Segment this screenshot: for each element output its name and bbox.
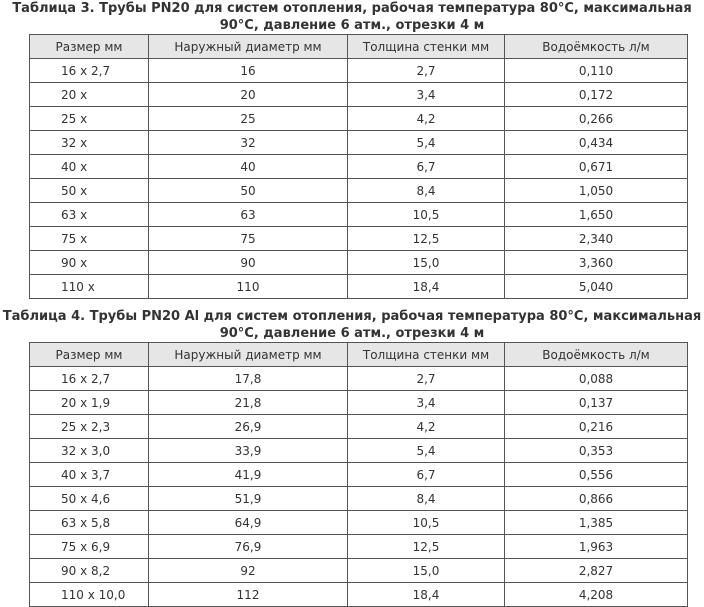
cell-outer-diameter: 16: [149, 59, 348, 83]
cell-outer-diameter: 90: [149, 251, 348, 275]
table-row: [30, 107, 688, 131]
column-header-wall-thickness: Толщина стенки мм: [348, 343, 505, 367]
cell-water-capacity: 0,172: [505, 83, 688, 107]
table-row: [30, 583, 688, 607]
cell-wall-thickness: 10,5: [348, 511, 505, 535]
table-4-section: [0, 308, 704, 607]
table-row: [30, 251, 688, 275]
cell-outer-diameter: 20: [149, 83, 348, 107]
cell-wall-thickness: 15,0: [348, 251, 505, 275]
table-row: [30, 391, 688, 415]
cell-wall-thickness: 2,7: [348, 59, 505, 83]
cell-size: 16 х 2,7: [30, 59, 149, 83]
cell-size: 25 х: [30, 107, 149, 131]
cell-wall-thickness: 12,5: [348, 227, 505, 251]
cell-wall-thickness: 18,4: [348, 275, 505, 299]
cell-water-capacity: 1,050: [505, 179, 688, 203]
column-header-outer-diameter: Наружный диаметр мм: [149, 343, 348, 367]
cell-size: 75 х: [30, 227, 149, 251]
cell-water-capacity: 0,088: [505, 367, 688, 391]
cell-water-capacity: 0,556: [505, 463, 688, 487]
cell-size: 32 х 3,0: [30, 439, 149, 463]
cell-size: 63 х: [30, 203, 149, 227]
cell-wall-thickness: 4,2: [348, 107, 505, 131]
cell-water-capacity: 1,385: [505, 511, 688, 535]
cell-outer-diameter: 110: [149, 275, 348, 299]
table-row: [30, 367, 688, 391]
cell-water-capacity: 1,650: [505, 203, 688, 227]
cell-wall-thickness: 3,4: [348, 391, 505, 415]
cell-water-capacity: 2,340: [505, 227, 688, 251]
cell-wall-thickness: 6,7: [348, 155, 505, 179]
cell-outer-diameter: 63: [149, 203, 348, 227]
cell-water-capacity: 0,353: [505, 439, 688, 463]
table-row: [30, 131, 688, 155]
column-header-outer-diameter: Наружный диаметр мм: [149, 35, 348, 59]
table-4: [29, 342, 688, 607]
table-header-row: [30, 343, 688, 367]
cell-size: 75 х 6,9: [30, 535, 149, 559]
cell-water-capacity: 2,827: [505, 559, 688, 583]
cell-water-capacity: 0,216: [505, 415, 688, 439]
cell-wall-thickness: 15,0: [348, 559, 505, 583]
cell-size: 90 х 8,2: [30, 559, 149, 583]
cell-wall-thickness: 5,4: [348, 439, 505, 463]
table-row: [30, 439, 688, 463]
cell-size: 90 х: [30, 251, 149, 275]
cell-size: 20 х 1,9: [30, 391, 149, 415]
cell-size: 32 х: [30, 131, 149, 155]
cell-wall-thickness: 12,5: [348, 535, 505, 559]
cell-wall-thickness: 5,4: [348, 131, 505, 155]
cell-wall-thickness: 2,7: [348, 367, 505, 391]
cell-water-capacity: 0,110: [505, 59, 688, 83]
table-row: [30, 511, 688, 535]
cell-wall-thickness: 6,7: [348, 463, 505, 487]
column-header-size: Размер мм: [30, 343, 149, 367]
table-3-caption: Таблица 3. Трубы PN20 для систем отопления, рабочая температура 80°С, максимальная 90°С, давление 6 атм., отрезки 4 м: [12, 1, 692, 33]
table-row: [30, 59, 688, 83]
cell-size: 16 х 2,7: [30, 367, 149, 391]
cell-outer-diameter: 32: [149, 131, 348, 155]
cell-water-capacity: 0,434: [505, 131, 688, 155]
cell-size: 50 х 4,6: [30, 487, 149, 511]
cell-wall-thickness: 3,4: [348, 83, 505, 107]
cell-outer-diameter: 76,9: [149, 535, 348, 559]
cell-size: 50 х: [30, 179, 149, 203]
cell-size: 25 х 2,3: [30, 415, 149, 439]
cell-outer-diameter: 51,9: [149, 487, 348, 511]
cell-outer-diameter: 21,8: [149, 391, 348, 415]
cell-outer-diameter: 17,8: [149, 367, 348, 391]
cell-wall-thickness: 8,4: [348, 179, 505, 203]
cell-outer-diameter: 75: [149, 227, 348, 251]
table-4-caption: Таблица 4. Трубы PN20 Al для систем отопления, рабочая температура 80°С, максимальная 90°С, давление 6 атм., отрезки 4 м: [2, 309, 702, 341]
cell-water-capacity: 0,266: [505, 107, 688, 131]
cell-wall-thickness: 10,5: [348, 203, 505, 227]
cell-water-capacity: 1,963: [505, 535, 688, 559]
column-header-water-capacity: Водоёмкость л/м: [505, 343, 688, 367]
table-row: [30, 203, 688, 227]
cell-size: 110 х 10,0: [30, 583, 149, 607]
cell-wall-thickness: 18,4: [348, 583, 505, 607]
cell-outer-diameter: 41,9: [149, 463, 348, 487]
table-header-row: [30, 35, 688, 59]
cell-wall-thickness: 8,4: [348, 487, 505, 511]
column-header-wall-thickness: Толщина стенки мм: [348, 35, 505, 59]
cell-outer-diameter: 92: [149, 559, 348, 583]
cell-outer-diameter: 26,9: [149, 415, 348, 439]
cell-size: 40 х: [30, 155, 149, 179]
cell-size: 40 х 3,7: [30, 463, 149, 487]
table-row: [30, 179, 688, 203]
cell-water-capacity: 0,671: [505, 155, 688, 179]
table-row: [30, 463, 688, 487]
cell-water-capacity: 0,137: [505, 391, 688, 415]
cell-outer-diameter: 40: [149, 155, 348, 179]
cell-outer-diameter: 50: [149, 179, 348, 203]
table-row: [30, 559, 688, 583]
table-row: [30, 487, 688, 511]
table-row: [30, 227, 688, 251]
table-row: [30, 83, 688, 107]
cell-water-capacity: 3,360: [505, 251, 688, 275]
table-row: [30, 155, 688, 179]
cell-outer-diameter: 64,9: [149, 511, 348, 535]
cell-size: 63 х 5,8: [30, 511, 149, 535]
cell-water-capacity: 4,208: [505, 583, 688, 607]
cell-outer-diameter: 25: [149, 107, 348, 131]
column-header-size: Размер мм: [30, 35, 149, 59]
cell-size: 20 х: [30, 83, 149, 107]
column-header-water-capacity: Водоёмкость л/м: [505, 35, 688, 59]
table-row: [30, 275, 688, 299]
cell-outer-diameter: 33,9: [149, 439, 348, 463]
cell-size: 110 х: [30, 275, 149, 299]
cell-wall-thickness: 4,2: [348, 415, 505, 439]
cell-outer-diameter: 112: [149, 583, 348, 607]
cell-water-capacity: 0,866: [505, 487, 688, 511]
cell-water-capacity: 5,040: [505, 275, 688, 299]
table-3-section: [0, 0, 704, 299]
table-row: [30, 415, 688, 439]
table-row: [30, 535, 688, 559]
table-3: [29, 34, 688, 299]
